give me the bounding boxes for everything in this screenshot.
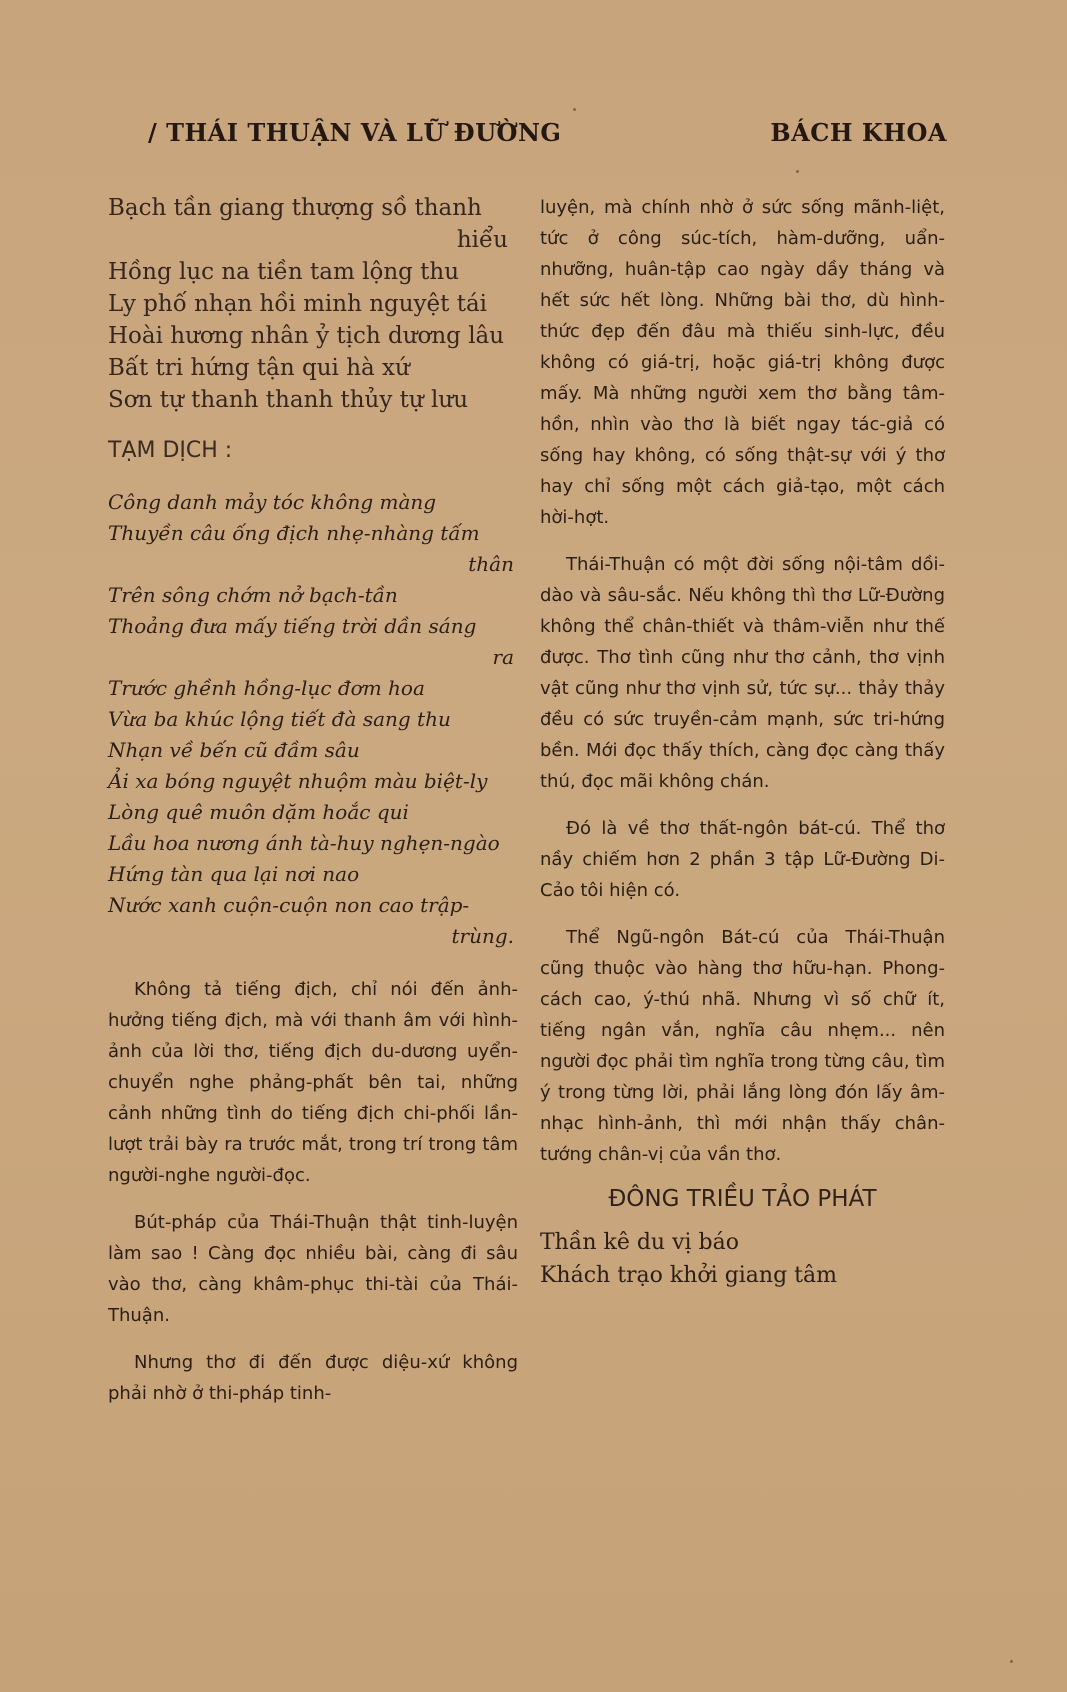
poem-line: Sơn tự thanh thanh thủy tự lưu <box>108 387 469 413</box>
poem-line: Lầu hoa nương ánh tà-huy nghẹn-ngào <box>108 831 500 855</box>
body-paragraph: Đó là về thơ thất-ngôn bát-cú. Thể thơ nầy chiếm hơn 2 phần 3 tập Lữ-Đường Di-Cảo tôi hiện có. <box>540 818 945 901</box>
body-paragraph: Thể Ngũ-ngôn Bát-cú của Thái-Thuận cũng thuộc vào hàng thơ hữu-hạn. Phong-cách cao, ý-thú nhã. Nhưng vì số chữ ít, tiếng ngân vắn, nghĩa câu nhẹm... nên người đọc phải tìm nghĩa trong từng câu, tìm ý trong từng lời, phải lắng lòng đón lấy âm-nhạc hình-ảnh, thì mới nhận thấy chân-tướng chân-vị của vần thơ. <box>540 927 945 1165</box>
poem-line: Bất tri hứng tận qui hà xứ <box>108 355 410 381</box>
poem-line: Công danh mảy tóc không màng <box>108 490 437 514</box>
poem-line-continuation: thân <box>468 552 514 576</box>
left-column <box>108 192 518 1425</box>
poem-line: Hoài hương nhân ỷ tịch dương lâu <box>108 323 505 349</box>
body-paragraph: Thái-Thuận có một đời sống nội-tâm dồi-dào và sâu-sắc. Nếu không thì thơ Lữ-Đường không thể chân-thiết và thâm-viễn như thế được. Thơ tình cũng như thơ cảnh, thơ vịnh vật cũng như thơ vịnh sử, tức sự... thảy thảy đều có sức truyền-cảm mạnh, sức tri-hứng bền. Mới đọc thấy thích, càng đọc càng thấy thú, đọc mãi không chán. <box>540 554 945 792</box>
poem-title: ĐÔNG TRIỀU TẢO PHÁT <box>608 1186 877 1212</box>
paper-speck <box>573 108 576 111</box>
poem-line: Hồng lục na tiền tam lộng thu <box>108 259 460 285</box>
poem-line: Vừa ba khúc lộng tiết đà sang thu <box>108 707 451 731</box>
header-article-title: / THÁI THUẬN VÀ LỮ ĐƯỜNG <box>148 117 562 147</box>
poem-line: Trước ghềnh hồng-lục đơm hoa <box>108 676 425 700</box>
poem-line: Thoảng đưa mấy tiếng trời dần sáng <box>108 614 477 638</box>
paper-speck <box>1010 1660 1013 1663</box>
poem-line: Bạch tần giang thượng sồ thanh <box>108 195 482 221</box>
translation-heading: TẠM DỊCH : <box>108 438 233 463</box>
header-magazine-name: BÁCH KHOA <box>770 117 947 147</box>
body-paragraph: Nhưng thơ đi đến được diệu-xứ không phải nhờ ở thi-pháp tinh- <box>108 1352 518 1404</box>
running-header <box>148 112 947 152</box>
original-poem <box>108 192 518 416</box>
paper-speck <box>796 170 799 173</box>
poem-excerpt <box>540 1226 945 1292</box>
body-paragraph: Bút-pháp của Thái-Thuận thật tinh-luyện làm sao ! Càng đọc nhiều bài, càng đi sâu vào thơ, càng khâm-phục thi-tài của Thái-Thuận. <box>108 1212 518 1326</box>
poem-line: Thuyền câu ống địch nhẹ-nhàng tấm <box>108 521 480 545</box>
poem-line-continuation: trùng. <box>451 924 514 948</box>
translated-poem <box>108 487 518 952</box>
poem-line: Thần kê du vị báo <box>540 1230 739 1255</box>
poem-line-continuation: ra <box>492 645 514 669</box>
poem-line: Nước xanh cuộn-cuộn non cao trập- <box>108 893 470 917</box>
poem-line: Hứng tàn qua lại nơi nao <box>108 862 360 886</box>
body-paragraph: luyện, mà chính nhờ ở sức sống mãnh-liệt, tức ở công súc-tích, hàm-dưỡng, uẩn-nhưỡng, huân-tập cao ngày dầy tháng và hết sức hết lòng. Những bài thơ, dù hình-thức đẹp đến đâu mà thiếu sinh-lực, đều không có giá-trị, hoặc giá-trị không được mấy. Mà những người xem thơ bằng tâm-hồn, nhìn vào thơ là biết ngay tác-giả có sống hay không, có sống thật-sự với ý thơ hay chỉ sống một cách giả-tạo, một cách hời-hợt. <box>540 197 945 528</box>
right-column <box>540 192 945 1292</box>
poem-line-continuation: hiểu <box>456 227 508 253</box>
poem-line: Lòng quê muôn dặm hoắc qui <box>108 800 409 824</box>
poem-line: Ải xa bóng nguyệt nhuộm màu biệt-ly <box>108 769 488 793</box>
poem-line: Trên sông chớm nở bạch-tần <box>108 583 398 607</box>
poem-line: Nhạn về bến cũ đầm sâu <box>108 738 360 762</box>
poem-line: Khách trạo khởi giang tâm <box>540 1263 837 1288</box>
body-paragraph: Không tả tiếng địch, chỉ nói đến ảnh-hưởng tiếng địch, mà với thanh âm với hình-ảnh của lời thơ, tiếng địch du-dương uyển-chuyển nghe phảng-phất bên tai, những cảnh những tình do tiếng địch chi-phối lần-lượt trải bày ra trước mắt, trong trí trong tâm người-nghe người-đọc. <box>108 979 518 1186</box>
poem-line: Ly phố nhạn hồi minh nguyệt tái <box>108 291 488 317</box>
